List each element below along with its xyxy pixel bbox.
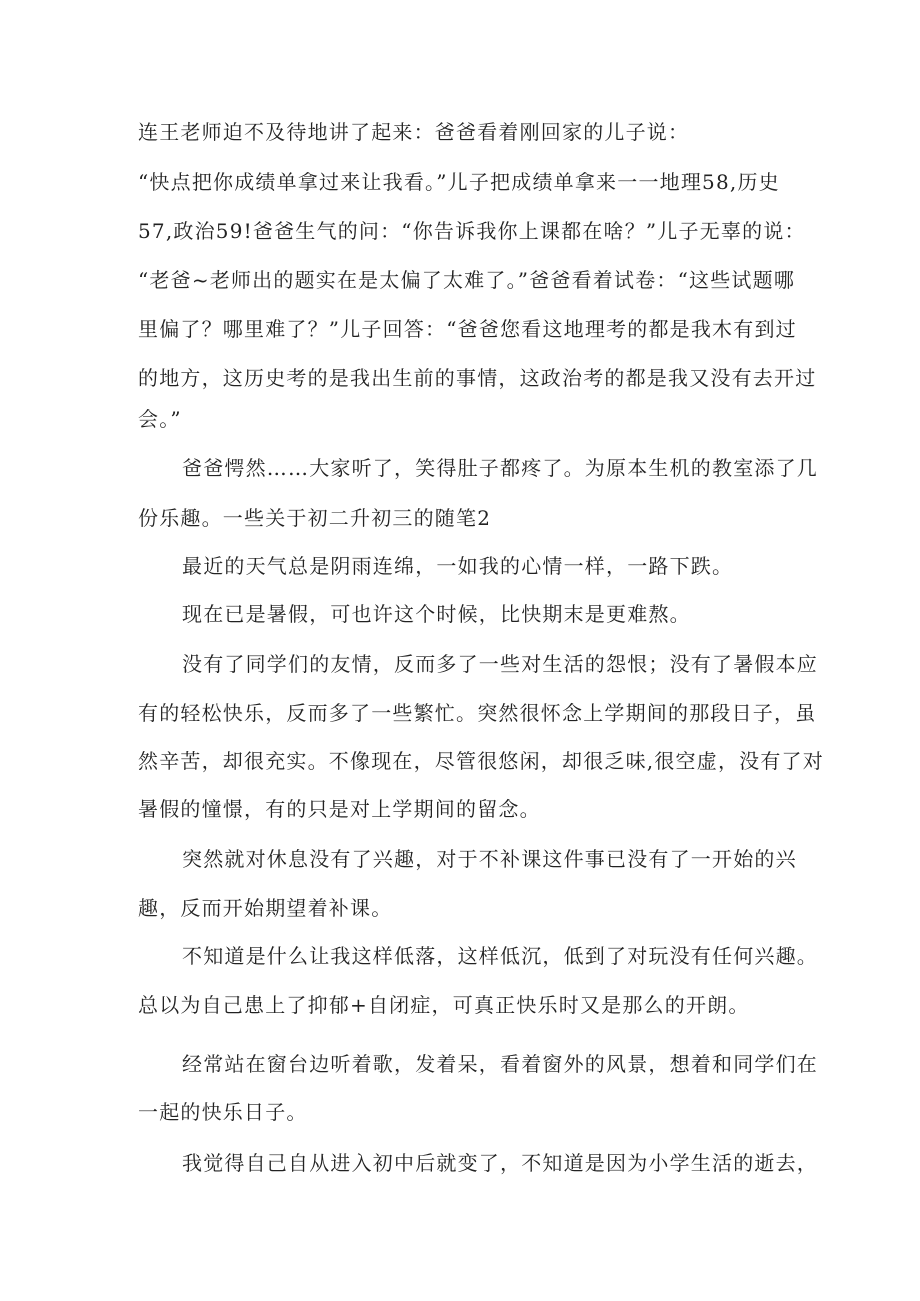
text-line: 没有了同学们的友情，反而多了一些对生活的怨恨；没有了暑假本应 (182, 652, 818, 676)
text-line: 的地方，这历史考的是我出生前的事情，这政治考的都是我又没有去开过 (138, 366, 817, 390)
text-line: 我觉得自己自从进入初中后就变了，不知道是因为小学生活的逝去， (182, 1151, 818, 1175)
text-line: 会。” (138, 407, 182, 431)
text-line: 总以为自己患上了抑郁+自闭症，可真正快乐时又是那么的开朗。 (138, 993, 750, 1017)
text-line: 57,政治59!爸爸生气的问：“你告诉我你上课都在啥？”儿子无辜的说： (138, 219, 806, 243)
text-line: 里偏了？哪里难了？”儿子回答：“爸爸您看这地理考的都是我木有到过 (138, 317, 797, 341)
text-line: 最近的天气总是阴雨连绵，一如我的心情一样，一路下跌。 (182, 554, 734, 578)
text-line: 连王老师迫不及待地讲了起来：爸爸看着刚回家的儿子说： (138, 120, 690, 144)
text-line: 暑假的憧憬，有的只是对上学期间的留念。 (138, 797, 541, 821)
text-line: “快点把你成绩单拿过来让我看。”儿子把成绩单拿来一一地理58,历史 (138, 170, 780, 194)
text-line: 有的轻松快乐，反而多了一些繁忙。突然很怀念上学期间的那段日子，虽 (138, 701, 817, 725)
text-line: 一起的快乐日子。 (138, 1100, 308, 1124)
text-line: 份乐趣。一些关于初二升初三的随笔2 (138, 506, 492, 530)
text-line: 现在已是暑假，可也许这个时候，比快期末是更难熬。 (182, 602, 691, 626)
text-line: 趣，反而开始期望着补课。 (138, 896, 393, 920)
text-line: 突然就对休息没有了兴趣，对于不补课这件事已没有了一开始的兴 (182, 847, 797, 871)
text-line: “老爸~老师出的题实在是太偏了太难了。”爸爸看着试卷：“这些试题哪 (138, 268, 796, 292)
text-line: 经常站在窗台边听着歌，发着呆，看着窗外的风景，想着和同学们在 (182, 1052, 818, 1076)
text-line: 爸爸愕然……大家听了，笑得肚子都疼了。为原本生机的教室添了几 (182, 456, 818, 480)
text-line: 然辛苦，却很充实。不像现在，尽管很悠闲，却很乏味,很空虚，没有了对 (138, 749, 824, 773)
text-line: 不知道是什么让我这样低落，这样低沉，低到了对玩没有任何兴趣。 (182, 944, 818, 968)
